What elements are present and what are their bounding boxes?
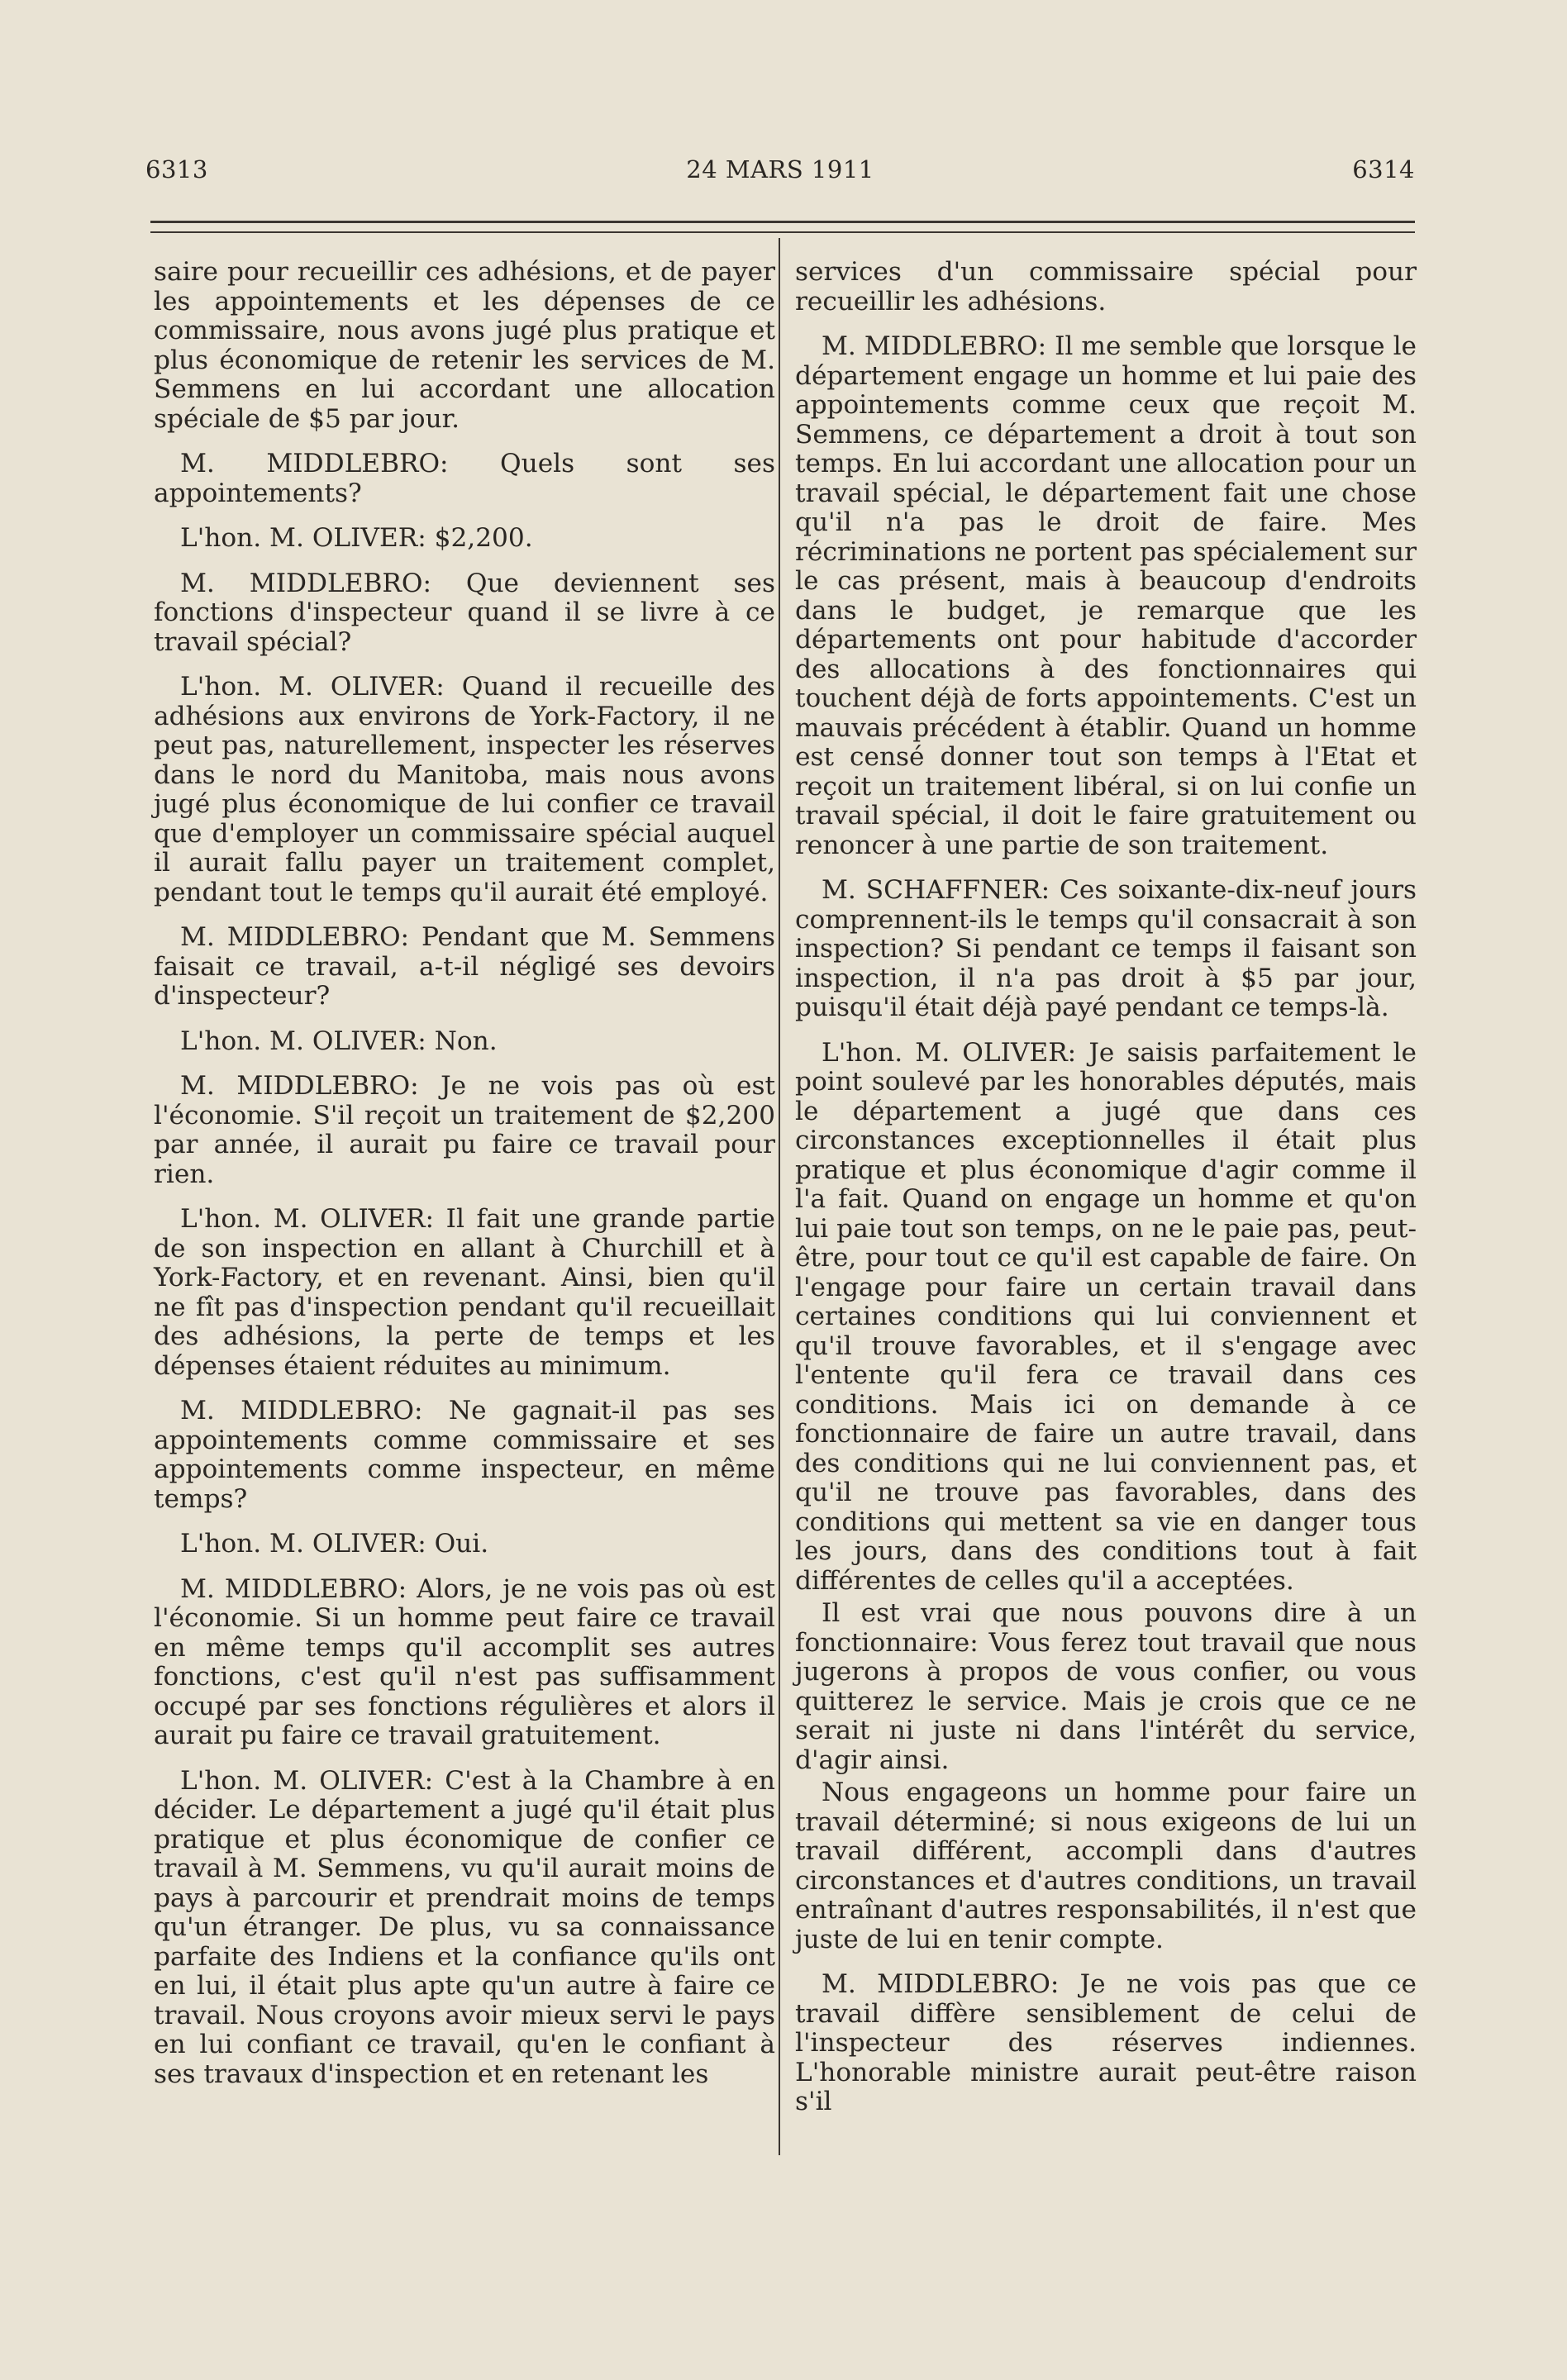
paragraph: M. SCHAFFNER: Ces soixante-dix-neuf jours comprennent-ils le temps qu'il consacrait à son inspection? Si pendant ce temps il faisant son inspection, il n'a pas droit à $5 par jour, puisqu'il était déjà payé pendant ce temps-là.: [795, 875, 1417, 1022]
paragraph: L'hon. M. OLIVER: Non.: [180, 1026, 498, 1056]
left-column: [154, 258, 775, 2105]
right-column: [795, 258, 1417, 2133]
header-rule-bottom: [150, 231, 1415, 233]
paragraph: M. MIDDLEBRO: Que deviennent ses fonctions d'inspecteur quand il se livre à ce travail spécial?: [154, 568, 775, 657]
paragraph: L'hon. M. OLIVER: $2,200.: [180, 523, 533, 553]
page-number-left: 6313: [145, 155, 208, 183]
paragraph: M. MIDDLEBRO: Ne gagnait-il pas ses appointements comme commissaire et ses appointements comme inspecteur, en même temps?: [154, 1396, 775, 1514]
paragraph: M. MIDDLEBRO: Il me semble que lorsque le département engage un homme et lui paie des appointements comme ceux que reçoit M. Semmens, ce département a droit à tout son temps. En lui accordant une allocation pour un travail spécial, le département fait une chose qu'il n'a pas le droit de faire. Mes récriminations ne portent pas spécialement sur le cas présent, mais à beaucoup d'endroits dans le budget, je remarque que les départements ont pour habitude d'accorder des allocations à des fonctionnaires qui touchent déjà de forts appointements. C'est un mauvais précédent à établir. Quand un homme est censé donner tout son temps à l'Etat et reçoit un traitement libéral, si on lui confie un travail spécial, il doit le faire gratuitement ou renoncer à une partie de son traitement.: [795, 331, 1417, 860]
paragraph: M. MIDDLEBRO: Alors, je ne vois pas où est l'économie. Si un homme peut faire ce travail en même temps qu'il accomplit ses autres fonctions, c'est qu'il n'est pas suffisamment occupé par ses fonctions régulières et alors il aurait pu faire ce travail gratuitement.: [154, 1573, 775, 1750]
paragraph: services d'un commissaire spécial pour recueillir les adhésions.: [795, 257, 1417, 317]
paragraph: saire pour recueillir ces adhésions, et de payer les appointements et les dépenses de ce commissaire, nous avons jugé plus pratique et plus économique de retenir les services de M. Semmens en lui accordant une allocation spéciale de $5 par jour.: [154, 257, 775, 434]
column-divider: [779, 238, 780, 2155]
header-rule-top: [150, 221, 1415, 223]
paragraph: Il est vrai que nous pouvons dire à un fonctionnaire: Vous ferez tout travail que nous jugerons à propos de vous confier, ou vous quitterez le service. Mais je crois que ce ne serait ni juste ni dans l'intérêt du service, d'agir ainsi.: [795, 1598, 1417, 1775]
paragraph: M. MIDDLEBRO: Pendant que M. Semmens faisait ce travail, a-t-il négligé ses devoirs d'inspecteur?: [154, 922, 775, 1011]
paragraph: Nous engageons un homme pour faire un travail déterminé; si nous exigeons de lui un travail différent, accompli dans d'autres circonstances et d'autres conditions, un travail entraînant d'autres responsabilités, il n'est que juste de lui en tenir compte.: [795, 1778, 1417, 1954]
paragraph: M. MIDDLEBRO: Quels sont ses appointements?: [154, 449, 775, 508]
header-date: 24 MARS 1911: [686, 155, 874, 183]
paragraph: L'hon. M. OLIVER: Il fait une grande partie de son inspection en allant à Churchill et à York-Factory, et en revenant. Ainsi, bien qu'il ne fît pas d'inspection pendant qu'il recueillait des adhésions, la perte de temps et les dépenses étaient réduites au minimum.: [154, 1204, 775, 1381]
page-number-right: 6314: [1352, 155, 1415, 183]
paragraph: L'hon. M. OLIVER: Quand il recueille des adhésions aux environs de York-Factory, il ne peut pas, naturellement, inspecter les réserves dans le nord du Manitoba, mais nous avons jugé plus économique de lui confier ce travail que d'employer un commissaire spécial auquel il aurait fallu payer un traitement complet, pendant tout le temps qu'il aurait été employé.: [154, 672, 775, 907]
paragraph: M. MIDDLEBRO: Je ne vois pas que ce travail diffère sensiblement de celui de l'inspecteur des réserves indiennes. L'honorable ministre aurait peut-être raison s'il: [795, 1969, 1417, 2116]
paragraph: L'hon. M. OLIVER: Oui.: [180, 1529, 489, 1559]
paragraph: L'hon. M. OLIVER: Je saisis parfaitement le point soulevé par les honorables députés, mais le département a jugé que dans ces circonstances exceptionnelles il était plus pratique et plus économique d'agir comme il l'a fait. Quand on engage un homme et qu'on lui paie tout son temps, on ne le paie pas, peut-être, pour tout ce qu'il est capable de faire. On l'engage pour faire un certain travail dans certaines conditions qui lui conviennent et qu'il trouve favorables, et il s'engage avec l'entente qu'il fera ce travail dans ces conditions. Mais ici on demande à ce fonctionnaire de faire un autre travail, dans des conditions qui ne lui conviennent pas, et qu'il ne trouve pas favorables, dans des conditions qui mettent sa vie en danger tous les jours, dans des conditions tout à fait différentes de celles qu'il a acceptées.: [795, 1037, 1417, 1596]
page-header: [145, 155, 1415, 188]
paragraph: L'hon. M. OLIVER: C'est à la Chambre à en décider. Le département a jugé qu'il était plus pratique et plus économique de confier ce travail à M. Semmens, vu qu'il aurait moins de pays à parcourir et prendrait moins de temps qu'un étranger. De plus, vu sa connaissance parfaite des Indiens et la confiance qu'ils ont en lui, il était plus apte qu'un autre à faire ce travail. Nous croyons avoir mieux servi le pays en lui confiant ce travail, qu'en le confiant à ses travaux d'inspection et en retenant les: [154, 1765, 775, 2089]
paragraph: M. MIDDLEBRO: Je ne vois pas où est l'économie. S'il reçoit un traitement de $2,200 par année, il aurait pu faire ce travail pour rien.: [154, 1071, 775, 1189]
